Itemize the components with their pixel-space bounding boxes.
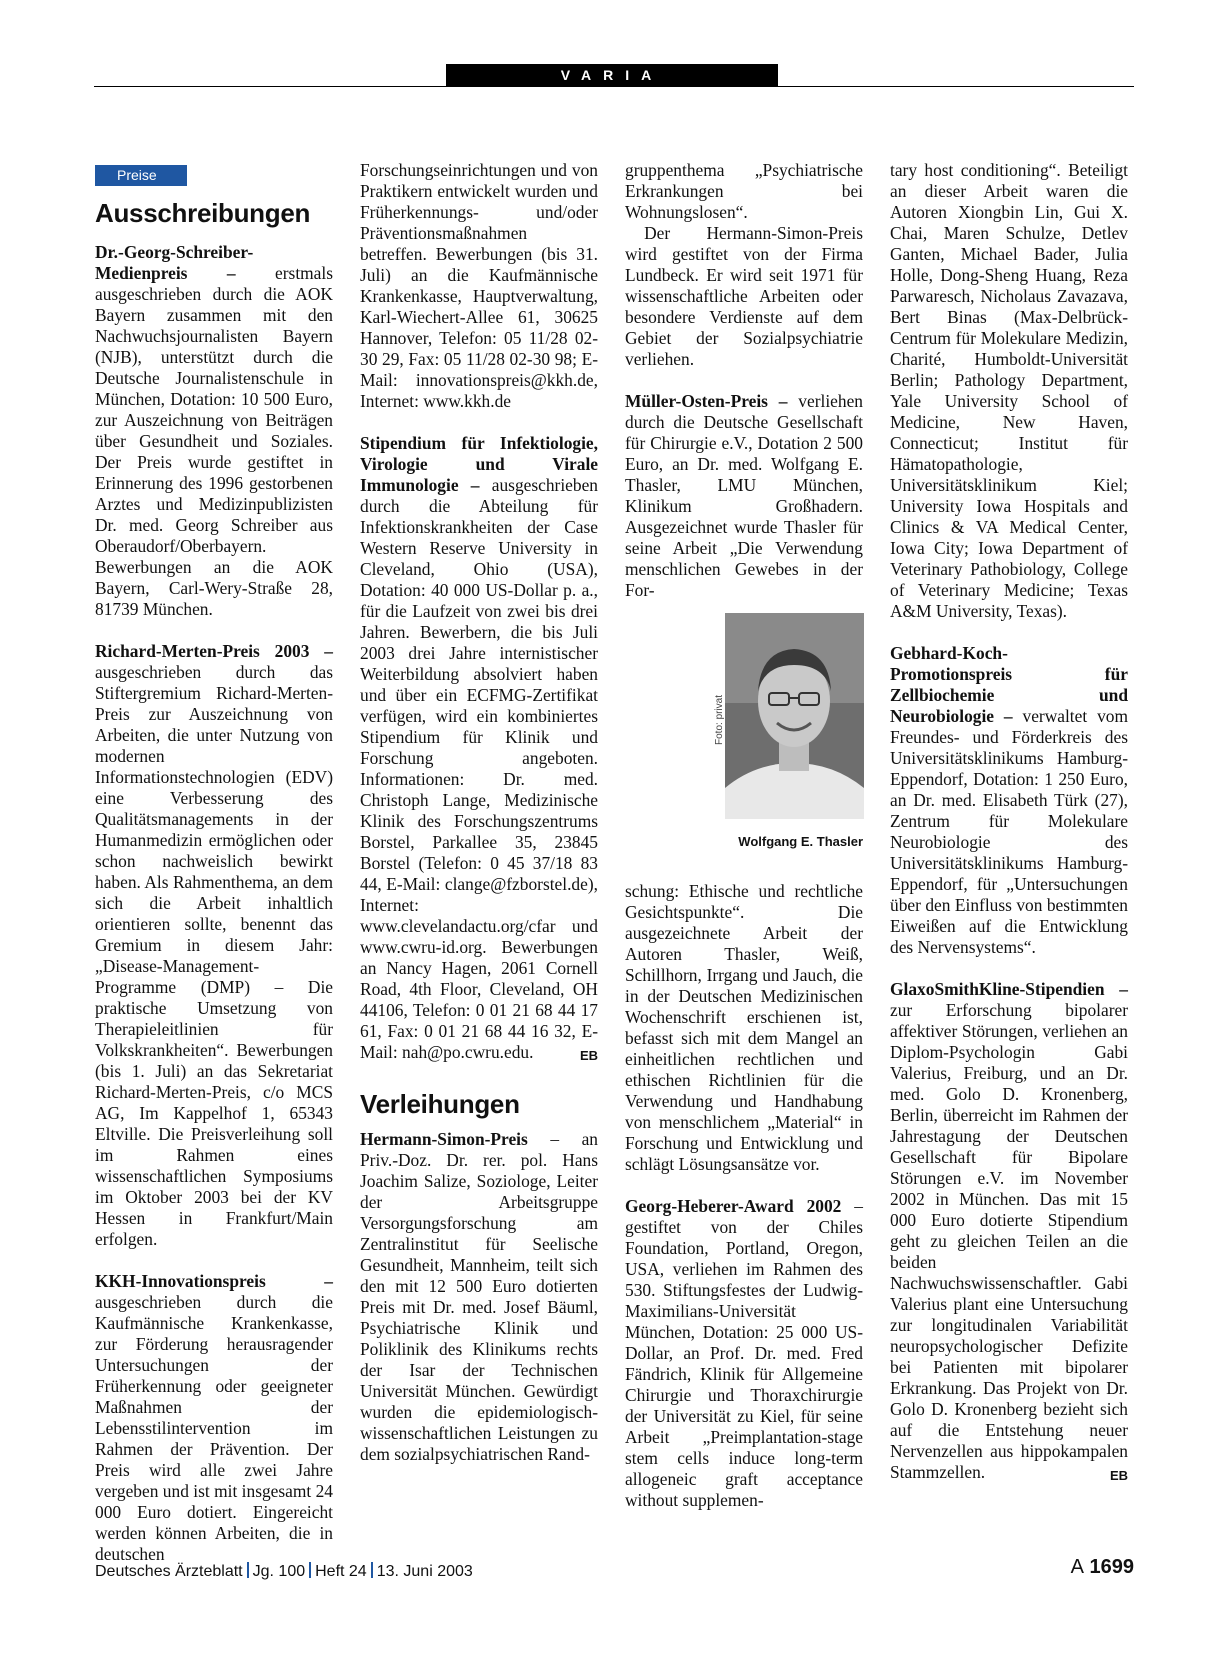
article-text: – gestiftet von der Chiles Foundation, Portland, Oregon, USA, verliehen im Rahmen des 530. Stiftungsfestes der Ludwig-Maximilians-Universität München, Dotation: 25 000 US-Dollar, an Prof. Dr. med. Fred Fändrich, Klinik für Allgemeine Chirurgie und Thoraxchirurgie der Universität zu Kiel, für seine Arbeit „Preimplantation-stage stem cells induce long-term allogeneic graft acceptance without supplemen- [625,1196,864,1510]
article-paragraph [625,391,863,601]
article-text: gruppenthema „Psychiatrische Erkrankungen bei Wohnungslosen“. [625,160,863,222]
article-title: Dr.-Georg-Schreiber-Medienpreis – [95,242,254,283]
section-heading-verleihungen: Verleihungen [360,1089,520,1119]
article-paragraph [95,242,333,620]
article-text: erstmals ausgeschrieben durch die AOK Bayern zusammen mit den Nachwuchsjournalisten Bayern (NJB), unterstützt durch die Deutsche Journalistenschule in München, Dotation: 10 500 Euro, zur Auszeichnung von Beiträgen über Gesundheit und Soziales. Der Preis wurde gestiftet in Erinnerung des 1996 gestorbenen Arztes und Medizinpublizisten Dr. med. Georg Schreiber aus Oberaudorf/Oberbayern. Bewerbungen an die AOK Bayern, Carl-Wery-Straße 28, 81739 München. [95,263,333,619]
article-paragraph [625,223,863,370]
column-4 [890,160,1128,1486]
article-text: tary host conditioning“. Beteiligt an dieser Arbeit waren die Autoren Xiongbin Lin, Gui X. Chai, Maren Schulze, Detlev Ganten, Michael Bader, Julia Holle, Dong-Sheng Huang, Reza Parwaresch, Nicholaus Zavazava, Bert Binas (Max-Delbrück-Centrum für Molekulare Medizin, Charité, Humboldt-Universität Berlin; Pathology Department, Yale University School of Medicine, New Haven, Connecticut; Institut für Hämatopathologie, Universitätsklinikum Kiel; University Iowa Hospitals and Clinics & VA Medical Center, Iowa City; Iowa Department of Veterinary Pathobiology, College of Veterinary Medicine; Texas A&M University, Texas). [890,160,1128,621]
column-2 [360,160,598,1465]
journal-volume: Jg. 100 [252,1563,306,1580]
article-title: KKH-Innovationspreis – [95,1271,333,1291]
page-number-value: 1699 [1089,1556,1134,1578]
article-title: Georg-Heberer-Award 2002 [625,1196,842,1216]
article-paragraph [95,1271,333,1565]
page-footer [95,1562,473,1581]
article-paragraph [95,641,333,1250]
article-paragraph [890,979,1128,1483]
section-banner: VARIA [446,64,778,86]
portrait-photo [725,613,864,819]
page-prefix: A [1070,1556,1084,1578]
footer-separator [247,1562,249,1578]
article-title: Hermann-Simon-Preis [360,1129,528,1149]
article-paragraph [890,160,1128,622]
journal-issue: Heft 24 [315,1563,367,1580]
header-rule [94,86,1134,87]
article-paragraph [890,643,1128,958]
article-title: Gebhard-Koch-Promotionspreis für Zellbiochemie und Neurobiologie – [890,643,1128,726]
article-text: schung: Ethische und rechtliche Gesichtspunkte“. Die ausgezeichnete Arbeit der Autoren Thasler, Weiß, Schillhorn, Irrgang und Jauch, die in der Deutschen Medizinischen Wochenschrift erschienen ist, befasst sich mit dem Mangel an einheitlichen rechtlichen und ethischen Richtlinien für die Verwendung und Handhabung von menschlichem „Material“ in Forschung und Entwicklung und schlägt Lösungsansätze vor. [625,881,863,1174]
article-paragraph [360,160,598,412]
article-paragraph [625,160,863,223]
article-text: ausgeschrieben durch die Abteilung für Infektionskrankheiten der Case Western Reserve University in Cleveland, Ohio (USA), Dotation: 40 000 US-Dollar p. a., für die Laufzeit von zwei bis drei Jahren. Bewerbern, die bis Juli 2003 drei Jahre internistischer Weiterbildung absolviert haben und über ein ECFMG-Zertifikat verfügen, wird ein kombiniertes Stipendium für Klinik und Forschung angeboten. Informationen: Dr. med. Christoph Lange, Medizinische Klinik des Forschungszentrums Borstel, Parkallee 35, 23845 Borstel (Telefon: 0 45 37/18 83 44, E-Mail: clange@fzborstel.de), Internet: www.clevelandactu.org/cfar und www.cwru-id.org. Bewerbungen an Nancy Hagen, 2061 Cornell Road, 4th Floor, Cleveland, OH 44106, Telefon: 0 01 21 68 44 17 61, Fax: 0 01 21 68 44 16 32, E-Mail: nah@po.cwru.edu. [360,475,598,1062]
portrait-image [725,613,864,819]
column-1 [95,160,333,1565]
portrait-figure [625,605,863,877]
article-title: Richard-Merten-Preis 2003 – [95,641,333,661]
article-paragraph [625,1196,863,1511]
article-paragraph [360,1129,598,1465]
article-paragraph [360,433,598,1063]
article-text: verliehen durch die Deutsche Gesellschaft für Chirurgie e.V., Dotation 2 500 Euro, an Dr. med. Wolfgang E. Thasler, LMU München, Klinikum Großhadern. Ausgezeichnet wurde Thasler für seine Arbeit „Die Verwendung menschlichen Gewebes in der For- [625,391,863,600]
author-signature: EB [1109,1468,1128,1483]
journal-name: Deutsches Ärzteblatt [95,1563,243,1580]
article-text: ausgeschrieben durch die Kaufmännische Krankenkasse, zur Förderung herausragender Untersuchungen der Früherkennung oder geeigneter Maßnahmen der Lebensstilintervention im Rahmen der Prävention. Der Preis wird alle zwei Jahre vergeben und ist mit insgesamt 24 000 Euro dotiert. Eingereicht werden können Arbeiten, die in deutschen [95,1292,333,1564]
article-text: verwaltet vom Freundes- und Förderkreis des Universitätsklinikums Hamburg-Eppendorf, Dotation: 1 250 Euro, an Dr. med. Elisabeth Türk (27), Zentrum für Molekulare Neurobiologie des Universitätsklinikums Hamburg-Eppendorf, für „Untersuchungen über den Einfluss von bestimmten Eiweißen auf die Entwicklung des Nervensystems“. [890,706,1128,957]
article-text: Der Hermann-Simon-Preis wird gestiftet von der Firma Lundbeck. Er wird seit 1971 für wissenschaftliche Arbeiten oder besondere Verdienste auf dem Gebiet der Sozialpsychiatrie verliehen. [625,223,863,369]
journal-date: 13. Juni 2003 [376,1563,473,1580]
photo-credit: Foto: privat [714,694,725,745]
article-text: Forschungseinrichtungen und von Praktikern entwickelt wurden und Früherkennungs- und/oder Präventionsmaßnahmen betreffen. Bewerbungen (bis 31. Juli) an die Kaufmännische Krankenkasse, Hauptverwaltung, Karl-Wiechert-Allee 61, 30625 Hannover, Telefon: 05 11/28 02-30 29, Fax: 05 11/28 02-30 98; E-Mail: innovationspreis@kkh.de, Internet: www.kkh.de [360,160,598,411]
category-tag: Preise [95,165,187,186]
article-title: Stipendium für Infektiologie, Virologie und Virale Immunologie – [360,433,598,495]
section-heading-ausschreibungen: Ausschreibungen [95,198,311,228]
footer-separator [309,1562,311,1578]
photo-caption: Wolfgang E. Thasler [738,834,863,849]
article-text: zur Erforschung bipolarer affektiver Störungen, verliehen an Diplom-Psychologin Gabi Valerius, Freiburg, und an Dr. med. Golo D. Kronenberg, Berlin, überreicht im Rahmen der Jahrestagung der Deutschen Gesellschaft für Bipolare Störungen e.V. im November 2002 in München. Das mit 15 000 Euro dotierte Stipendium geht zu gleichen Teilen an die beiden Nachwuchswissenschaftler. Gabi Valerius plant eine Untersuchung zur longitudinalen Variabilität neuropsychologischer Defizite bei Patienten mit bipolarer Erkrankung. Das Projekt von Dr. Golo D. Kronenberg bezieht sich auf die Entstehung neuer Nervenzellen aus hippokampalen Stammzellen. [890,1000,1128,1482]
article-title: Müller-Osten-Preis – [625,391,788,411]
page-number [1071,1556,1134,1579]
author-signature: EB [579,1048,598,1063]
article-text: ausgeschrieben durch das Stiftergremium Richard-Merten-Preis zur Auszeichnung von Arbeiten, die unter Nutzung von modernen Informationstechnologien (EDV) eine Verbesserung des Qualitätsmanagements in der Humanmedizin ermöglichen oder schon nachweislich bewirkt haben. Als Rahmenthema, an dem sich die Arbeit inhaltlich orientieren sollte, benennt das Gremium in diesem Jahr: „Disease-Management-Programme (DMP) – Die praktische Umsetzung von Therapieleitlinien für Volkskrankheiten“. Bewerbungen (bis 1. Juli) an das Sekretariat Richard-Merten-Preis, c/o MCS AG, Im Kappelhof 1, 65343 Eltville. Die Preisverleihung soll im Rahmen eines wissenschaftlichen Symposiums im Oktober 2003 bei der KV Hessen in Frankfurt/Main erfolgen. [95,662,333,1249]
article-paragraph [625,881,863,1175]
footer-separator [371,1562,373,1578]
article-title: GlaxoSmithKline-Stipendien – [890,979,1128,999]
column-3 [625,160,863,1511]
article-text: – an Priv.-Doz. Dr. rer. pol. Hans Joachim Salize, Soziologe, Leiter der Arbeitsgruppe Versorgungsforschung am Zentralinstitut für Seelische Gesundheit, Mannheim, teilt sich den mit 12 500 Euro dotierten Preis mit Dr. med. Josef Bäuml, Psychiatrische Klinik und Poliklinik des Klinikums rechts der Isar der Technischen Universität München. Gewürdigt wurden die epidemiologisch-wissenschaftlichen Leistungen zu dem sozialpsychiatrischen Rand- [360,1129,598,1464]
